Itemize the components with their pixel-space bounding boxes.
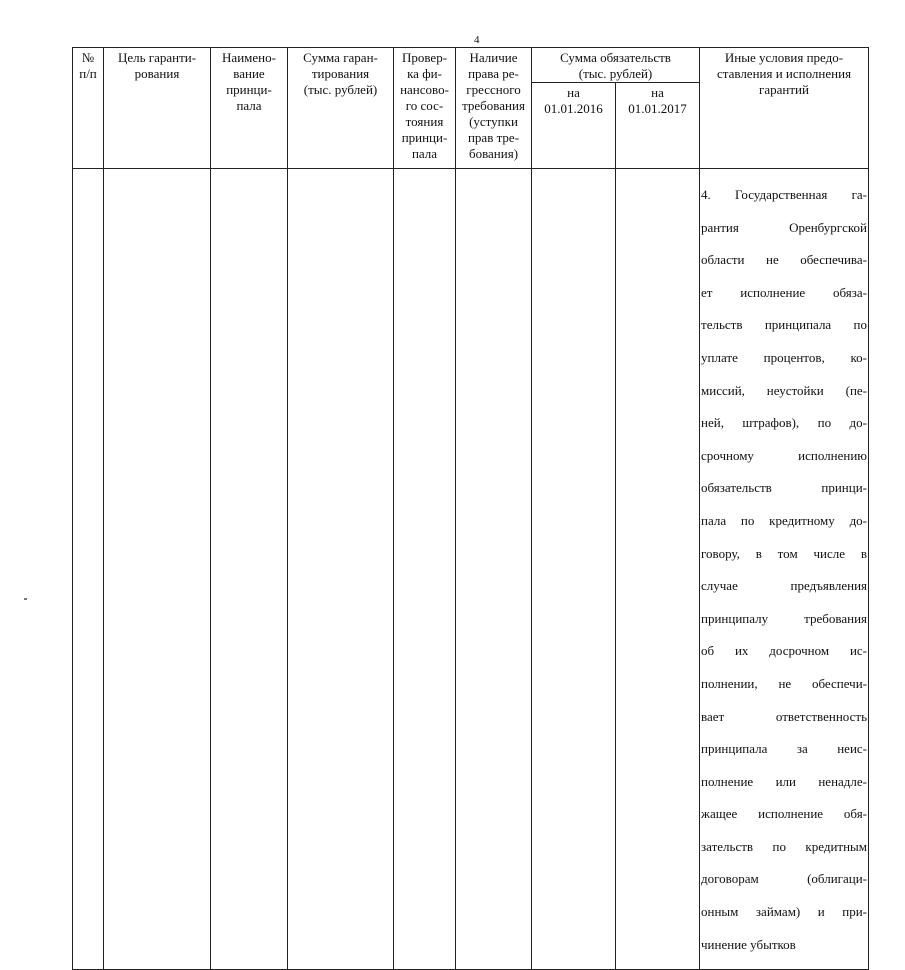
conditions-line: онным займам) и при- — [701, 904, 868, 920]
conditions-line: принципала за неис- — [701, 741, 868, 757]
conditions-line: полнение или ненадле- — [701, 773, 868, 789]
conditions-line: области не обеспечива- — [701, 252, 868, 268]
header-regress-right: Наличие права ре- грессного требования (уступки прав тре- бования) — [456, 48, 532, 169]
header-purpose: Цель гаранти- рования — [104, 48, 211, 169]
header-obligation-2016: на 01.01.2016 — [532, 83, 616, 169]
conditions-line: ней, штрафов), по до- — [701, 415, 868, 431]
conditions-line: 4. Государственная га- — [701, 187, 868, 202]
header-obligation-group: Сумма обязательств (тыс. рублей) — [532, 48, 700, 83]
header-num: № п/п — [73, 48, 104, 169]
conditions-line: жащее исполнение обя- — [701, 806, 868, 822]
cell-num — [73, 169, 104, 970]
cell-other-conditions — [700, 169, 869, 970]
table-row — [73, 169, 869, 970]
conditions-line: договорам (облигаци- — [701, 871, 868, 887]
conditions-line: ет исполнение обяза- — [701, 284, 868, 300]
conditions-line: пала по кредитному до- — [701, 512, 868, 528]
conditions-line: миссий, неустойки (пе- — [701, 382, 868, 398]
conditions-line: говору, в том числе в — [701, 545, 868, 561]
conditions-line: чинение убытков — [701, 936, 796, 952]
cell-regress-right — [456, 169, 532, 970]
conditions-line: об их досрочном ис- — [701, 643, 868, 659]
page-number: 4 — [474, 34, 480, 46]
cell-obligation-2016 — [532, 169, 616, 970]
conditions-line: тельств принципала по — [701, 317, 868, 333]
conditions-line: полнении, не обеспечи- — [701, 675, 868, 691]
conditions-line: вает ответственность — [701, 708, 868, 724]
conditions-line: случае предъявления — [701, 578, 868, 594]
conditions-line: зательств по кредитным — [701, 838, 868, 854]
cell-financial-check — [394, 169, 456, 970]
cell-obligation-2017 — [616, 169, 700, 970]
cell-purpose — [104, 169, 211, 970]
header-obligation-2017: на 01.01.2017 — [616, 83, 700, 169]
conditions-line: срочному исполнению — [701, 447, 868, 463]
header-amount: Сумма гаран- тирования (тыс. рублей) — [288, 48, 394, 169]
conditions-line: обязательств принци- — [701, 480, 868, 496]
conditions-line: рантия Оренбургской — [701, 219, 868, 235]
conditions-line: уплате процентов, ко- — [701, 349, 868, 365]
cell-amount — [288, 169, 394, 970]
header-row-top — [73, 48, 869, 83]
scan-artifact — [24, 598, 27, 600]
conditions-line: принципалу требования — [701, 610, 868, 626]
cell-principal-name — [211, 169, 288, 970]
header-other-conditions: Иные условия предо- ставления и исполнения гарантий — [700, 48, 869, 169]
header-principal-name: Наимено- вание принци- пала — [211, 48, 288, 169]
guarantees-table — [72, 47, 869, 970]
header-financial-check: Провер- ка фи- нансово- го сос- тояния принци- пала — [394, 48, 456, 169]
